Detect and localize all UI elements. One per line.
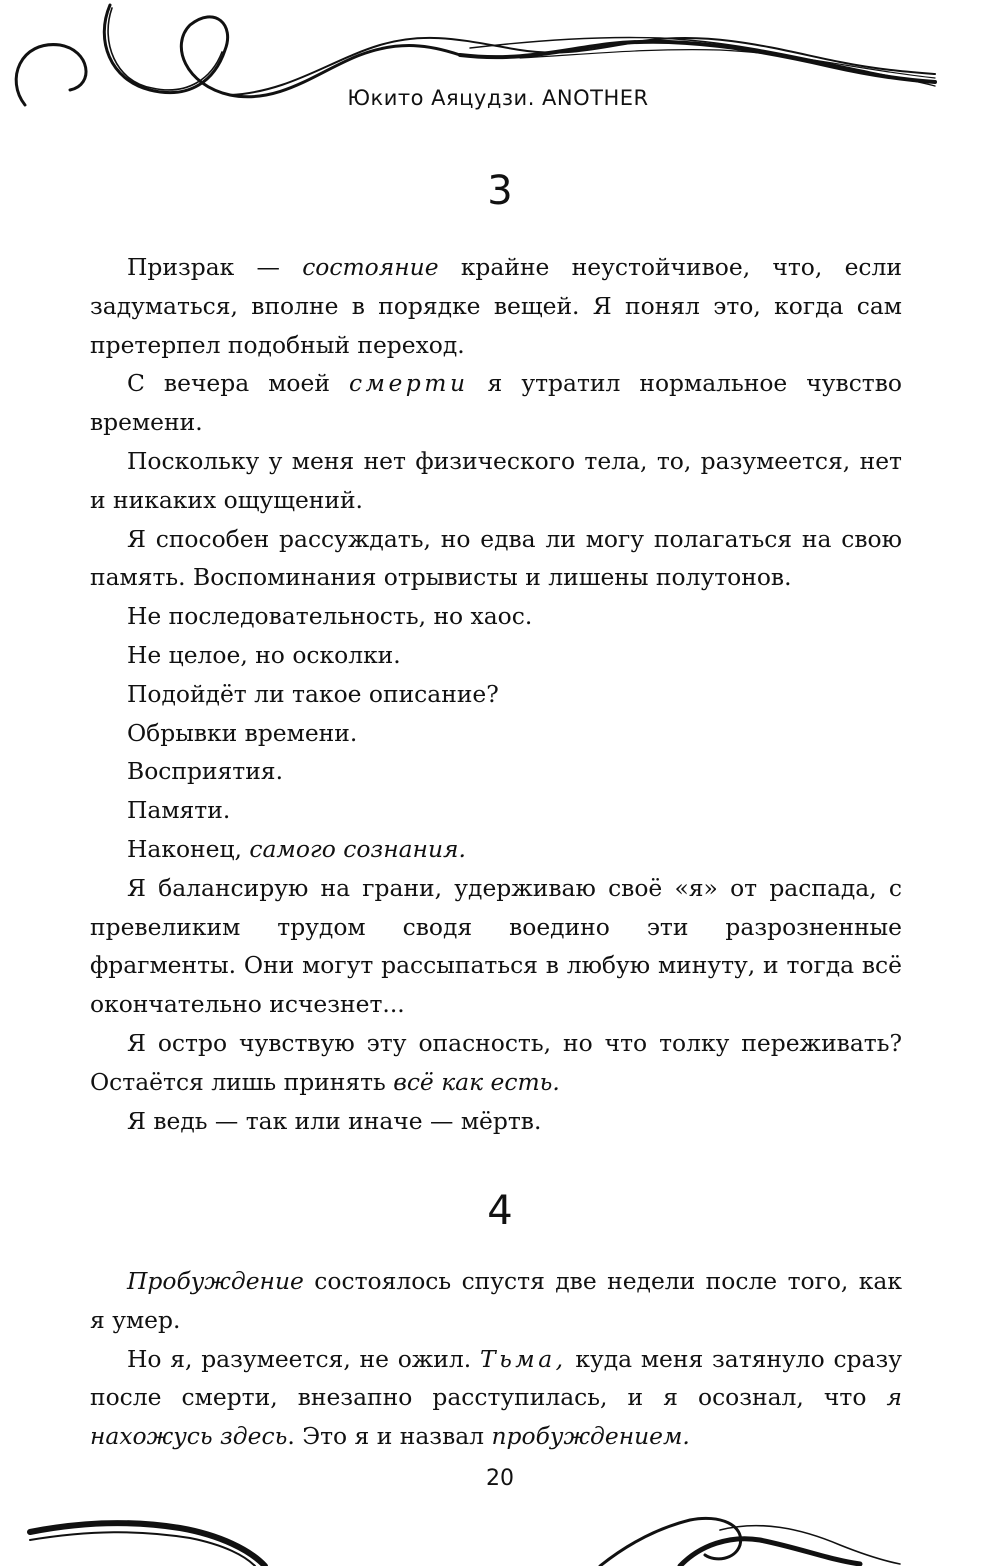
paragraph: Я способен рассуждать, но едва ли могу полагаться на свою память. Воспоминания отрывисты и лишены полутонов. [90, 524, 902, 592]
running-header [0, 86, 1000, 110]
paragraph: Не последовательность, но хаос. [127, 602, 533, 631]
paragraph: Но я, разумеется, не ожил. Тьма, куда меня затянуло сразу после смерти, внезапно расступилась, и я осознал, что я нахожусь здесь. Это я и назвал пробуждением. [90, 1344, 902, 1451]
paragraph: Я ведь — так или иначе — мёртв. [127, 1106, 542, 1135]
paragraph: Наконец, самого сознания. [127, 834, 466, 863]
paragraph: Поскольку у меня нет физического тела, то, разумеется, нет и никаких ощущений. [90, 446, 902, 514]
paragraph: Не целое, но осколки. [127, 640, 401, 669]
section-4-text [90, 1262, 902, 1456]
section-number-4: 4 [487, 1188, 513, 1234]
bottom-swirl-ornament [0, 1490, 1000, 1566]
section-3-text [90, 248, 902, 1140]
section-number-3: 3 [487, 168, 513, 214]
paragraph: Обрывки времени. [127, 718, 358, 747]
paragraph: Призрак — состояние крайне неустойчивое, что, если задуматься, вполне в порядке вещей. Я понял это, когда сам претерпел подобный переход. [90, 253, 902, 359]
paragraph: Восприятия. [127, 757, 284, 786]
paragraph: Я остро чувствую эту опасность, но что толку переживать? Остаётся лишь принять всё как есть. [90, 1028, 902, 1096]
page-number: 20 [486, 1466, 514, 1491]
paragraph: Памяти. [127, 796, 231, 825]
paragraph: Подойдёт ли такое описание? [127, 679, 499, 708]
paragraph: Я балансирую на грани, удерживаю своё «я» от распада, с превеликим трудом сводя воедино эти разрозненные фрагменты. Они могут рассыпаться в любую минуту, и тогда всё окончательно исчезнет... [90, 873, 902, 1019]
running-header-title: Юкито Аяцудзи. ANOTHER [347, 86, 649, 110]
paragraph: С вечера моей смерти я утратил нормальное чувство времени. [90, 369, 902, 437]
paragraph: Пробуждение состоялось спустя две недели после того, как я умер. [90, 1267, 902, 1334]
